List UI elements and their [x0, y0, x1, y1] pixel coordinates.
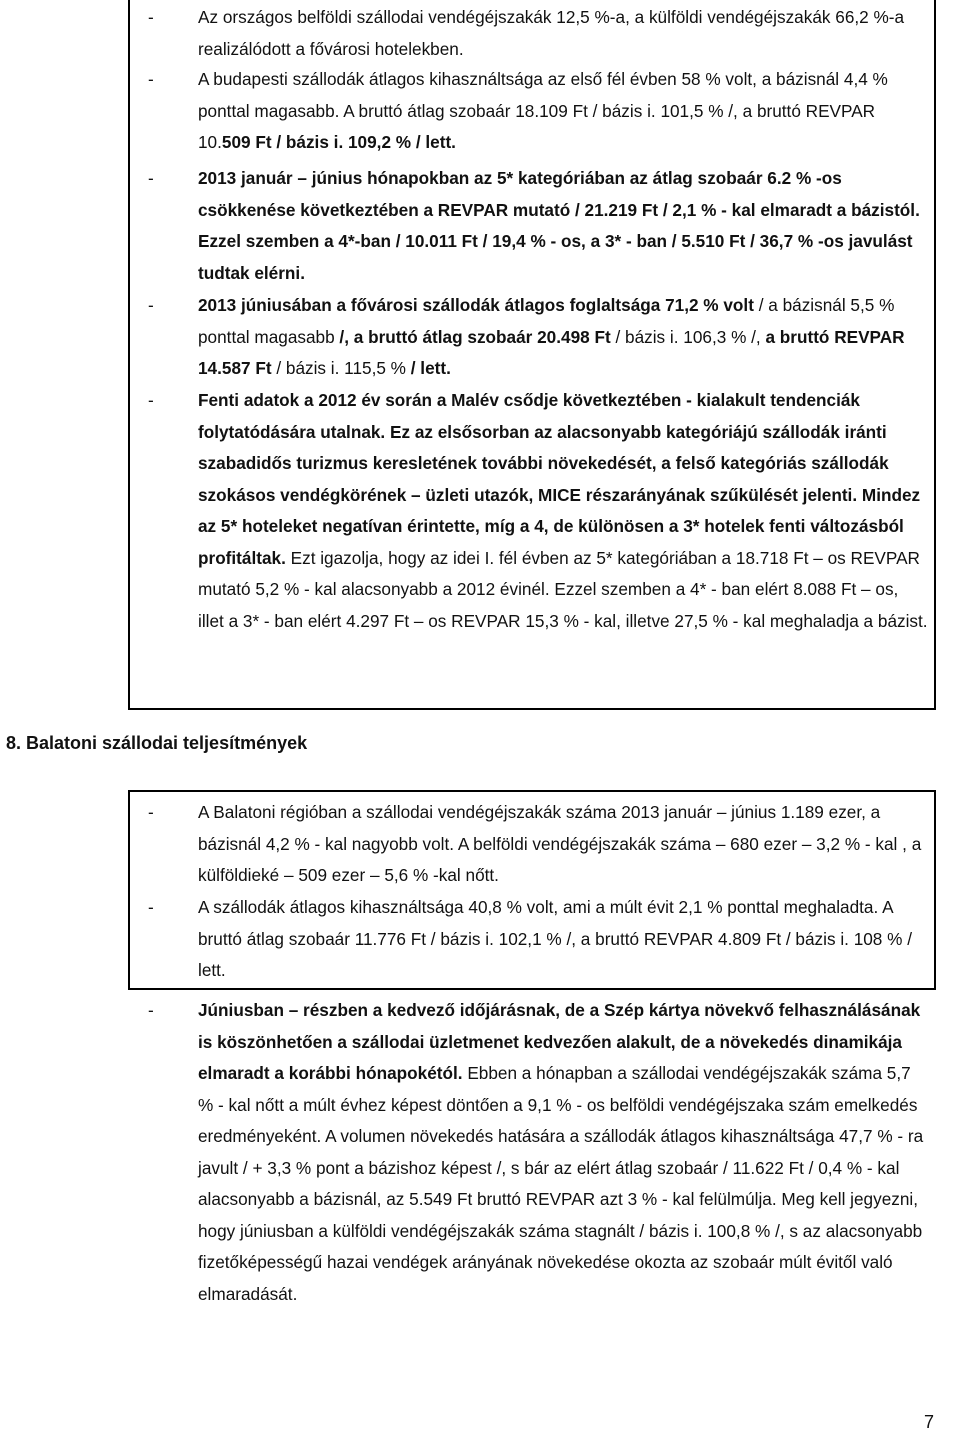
s1-bullet-2: - A budapesti szállodák átlagos kihasználtsága az első fél évben 58 % volt, a bázisnál 4,4 % ponttal magasabb. A bruttó átlag szobaár 18.109 Ft / bázis i. 101,5 % /, a bruttó REVPAR 10.509 Ft / bázis i. 109,2 % / lett.	[148, 64, 928, 159]
text-run: Az országos belföldi szállodai vendégéjszakák 12,5 %-a, a külföldi vendégéjszakák 66,2 %-a realizálódott a fővárosi hotelekben.	[198, 7, 905, 59]
text-run: a bruttó REVPAR 14.587 Ft	[198, 326, 905, 378]
text-run: Fenti adatok a 2012 év során a Malév csődje következtében - kialakult tendenciák folytatódására utalnak. Ez az elsősorban az alacsonyabb kategóriájú szállodák iránti szabadidős turizmus keresletének további növekedését, a felső kategóriás szállodák szokásos vendégkörének – üzleti utazók, MICE részarányának szűkülését jelenti. Mindez az 5* hoteleket negatívan érintette, míg a 4, de különösen a 3* hotelek fenti változásból profitáltak.	[198, 390, 921, 568]
page-number: 7	[923, 1412, 934, 1432]
s1-bullet-2-text	[198, 64, 928, 159]
s2-bullet-3: - Júniusban – részben a kedvező időjárásnak, de a Szép kártya növekvő felhasználásának is köszönhetően a szállodai üzletmenet kedvezően alakult, de a növekedés dinamikája elmaradt a korábbi hónapokétól. Ebben a hónapban a szállodai vendégéjszakák száma 5,7 % - kal nőtt a múlt évhez képest döntően a 9,1 % - os belföldi vendégéjszaka szám emelkedés eredményeként. A volumen növekedés hatására a szállodák átlagos kihasználtsága 47,7 % - ra javult / + 3,3 % pont a bázishoz képest /, s bár az elért átlag szobaár / 11.622 Ft / 0,4 % - kal alacsonyabb a bázisnál, az 5.549 Ft bruttó REVPAR azt 3 % - kal felülmúlja. Meg kell jegyezni, hogy júniusban a külföldi vendégéjszakák száma stagnált / bázis i. 100,8 % /, s az alacsonyabb fizetőképességű hazai vendégek arányának növekedése okozta az szobaár múlt évitől való elmaradását.	[148, 995, 928, 1310]
text-run: A budapesti szállodák átlagos kihasználtsága az első fél évben 58 % volt, a bázisnál 4,4 % ponttal magasabb. A bruttó átlag szobaár 18.109 Ft / bázis i. 101,5 % /, a bruttó REVPAR 10.	[198, 69, 888, 152]
text-run: / bázis i. 106,3 % /,	[610, 326, 766, 347]
s1-bullet-1-text	[198, 2, 928, 65]
text-run: 509 Ft / bázis i. 109,2 % / lett.	[221, 132, 456, 152]
text-run: Júniusban – részben a kedvező időjárásnak, de a Szép kártya növekvő felhasználásának is köszönhetően a szállodai üzletmenet kedvezően alakult, de a növekedés dinamikája elmaradt a korábbi hónapokétól.	[198, 1000, 921, 1083]
s2-bullet-1-text	[198, 797, 928, 892]
s1-bullet-5: - Fenti adatok a 2012 év során a Malév csődje következtében - kialakult tendenciák folytatódására utalnak. Ez az elsősorban az alacsonyabb kategóriájú szállodák iránti szabadidős turizmus keresletének további növekedését, a felső kategóriás szállodák szokásos vendégkörének – üzleti utazók, MICE részarányának szűkülését jelenti. Mindez az 5* hoteleket negatívan érintette, míg a 4, de különösen a 3* hotelek fenti változásból profitáltak. Ezt igazolja, hogy az idei I. fél évben az 5* kategóriában a 18.718 Ft – os REVPAR mutató 5,2 % - kal alacsonyabb a 2012 évinél. Ezzel szemben a 4* - ban elért 8.088 Ft – os, illet a 3* - ban elért 4.297 Ft – os REVPAR 15,3 % - kal, illetve 27,5 % - kal meghaladja a bázist.	[148, 385, 928, 637]
text-run: / bázis i. 115,5 %	[271, 358, 411, 378]
s1-bullet-4-text	[198, 290, 928, 385]
text-run: 2013 január – június hónapokban az 5* kategóriában az átlag szobaár 6.2 % -os csökkenése következtében a REVPAR mutató / 21.219 Ft / 2,1 % - kal elmaradt a bázistól. Ezzel szemben a 4*-ban / 10.011 Ft / 19,4 % - os, a 3* - ban / 5.510 Ft / 36,7 % -os javulást tudtak elérni.	[198, 168, 920, 283]
s2-bullet-2-text	[198, 892, 928, 987]
s1-bullet-1: - Az országos belföldi szállodai vendégéjszakák 12,5 %-a, a külföldi vendégéjszakák 66,2 %-a realizálódott a fővárosi hotelekben.	[148, 2, 928, 65]
s1-bullet-3: - 2013 január – június hónapokban az 5* kategóriában az átlag szobaár 6.2 % -os csökkenése következtében a REVPAR mutató / 21.219 Ft / 2,1 % - kal elmaradt a bázistól. Ezzel szemben a 4*-ban / 10.011 Ft / 19,4 % - os, a 3* - ban / 5.510 Ft / 36,7 % -os javulást tudtak elérni.	[148, 163, 928, 289]
s1-bullet-5-text	[198, 385, 928, 637]
text-run: /, a bruttó átlag szobaár 20.498 Ft	[339, 326, 611, 347]
text-run: 2013 júniusában a fővárosi szállodák átlagos foglaltsága 71,2 % volt	[198, 295, 754, 315]
s2-bullet-2: - A szállodák átlagos kihasználtsága 40,8 % volt, ami a múlt évit 2,1 % ponttal meghaladta. A bruttó átlag szobaár 11.776 Ft / bázis i. 102,1 % /, a bruttó REVPAR 4.809 Ft / bázis i. 108 % / lett.	[148, 892, 928, 987]
s1-bullet-4: - 2013 júniusában a fővárosi szállodák átlagos foglaltsága 71,2 % volt / a bázisnál 5,5 % ponttal magasabb /, a bruttó átlag szobaár 20.498 Ft / bázis i. 106,3 % /, a bruttó REVPAR 14.587 Ft / bázis i. 115,5 % / lett.	[148, 290, 928, 385]
text-run: Ebben a hónapban a szállodai vendégéjszakák száma 5,7 % - kal nőtt a múlt évhez képest döntően a 9,1 % - os belföldi vendégéjszaka szám emelkedés eredményeként. A volumen növekedés hatására a szállodák átlagos kihasználtsága 47,7 % - ra javult / + 3,3 % pont a bázishoz képest /, s bár az elért átlag szobaár / 11.622 Ft / 0,4 % - kal alacsonyabb a bázisnál, az 5.549 Ft bruttó REVPAR azt 3 % - kal felülmúlja. Meg kell jegyezni, hogy júniusban a külföldi vendégéjszakák száma stagnált / bázis i. 100,8 % /, s az alacsonyabb fizetőképességű hazai vendégek arányának növekedése okozta az szobaár múlt évitől való elmaradását.	[198, 1063, 924, 1304]
s2-bullet-3-text	[198, 995, 928, 1310]
text-run: / a bázisnál 5,5 % ponttal magasabb	[198, 295, 895, 347]
text-run: A szállodák átlagos kihasználtsága 40,8 % volt, ami a múlt évit 2,1 % ponttal meghaladta. A bruttó átlag szobaár 11.776 Ft / bázis i. 102,1 % /, a bruttó REVPAR 4.809 Ft / bázis i. 108 % / lett.	[198, 897, 912, 980]
section-heading: 8. Balatoni szállodai teljesítmények	[6, 733, 308, 753]
s2-bullet-1: - A Balatoni régióban a szállodai vendégéjszakák száma 2013 január – június 1.189 ezer, a bázisnál 4,2 % - kal nagyobb volt. A belföldi vendégéjszakák száma – 680 ezer – 3,2 % - kal , a külföldieké – 509 ezer – 5,6 % -kal nőtt.	[148, 797, 928, 892]
s1-bullet-3-text	[198, 163, 928, 289]
text-run: Ezt igazolja, hogy az idei I. fél évben az 5* kategóriában a 18.718 Ft – os REVPAR mutató 5,2 % - kal alacsonyabb a 2012 évinél. Ezzel szemben a 4* - ban elért 8.088 Ft – os, illet a 3* - ban elért 4.297 Ft – os REVPAR 15,3 % - kal, illetve 27,5 % - kal meghaladja a bázist.	[198, 547, 928, 631]
text-run: A Balatoni régióban a szállodai vendégéjszakák száma 2013 január – június 1.189 ezer, a bázisnál 4,2 % - kal nagyobb volt. A belföldi vendégéjszakák száma – 680 ezer – 3,2 % - kal , a külföldieké – 509 ezer – 5,6 % -kal nőtt.	[198, 802, 922, 885]
text-run: / lett.	[410, 358, 451, 378]
